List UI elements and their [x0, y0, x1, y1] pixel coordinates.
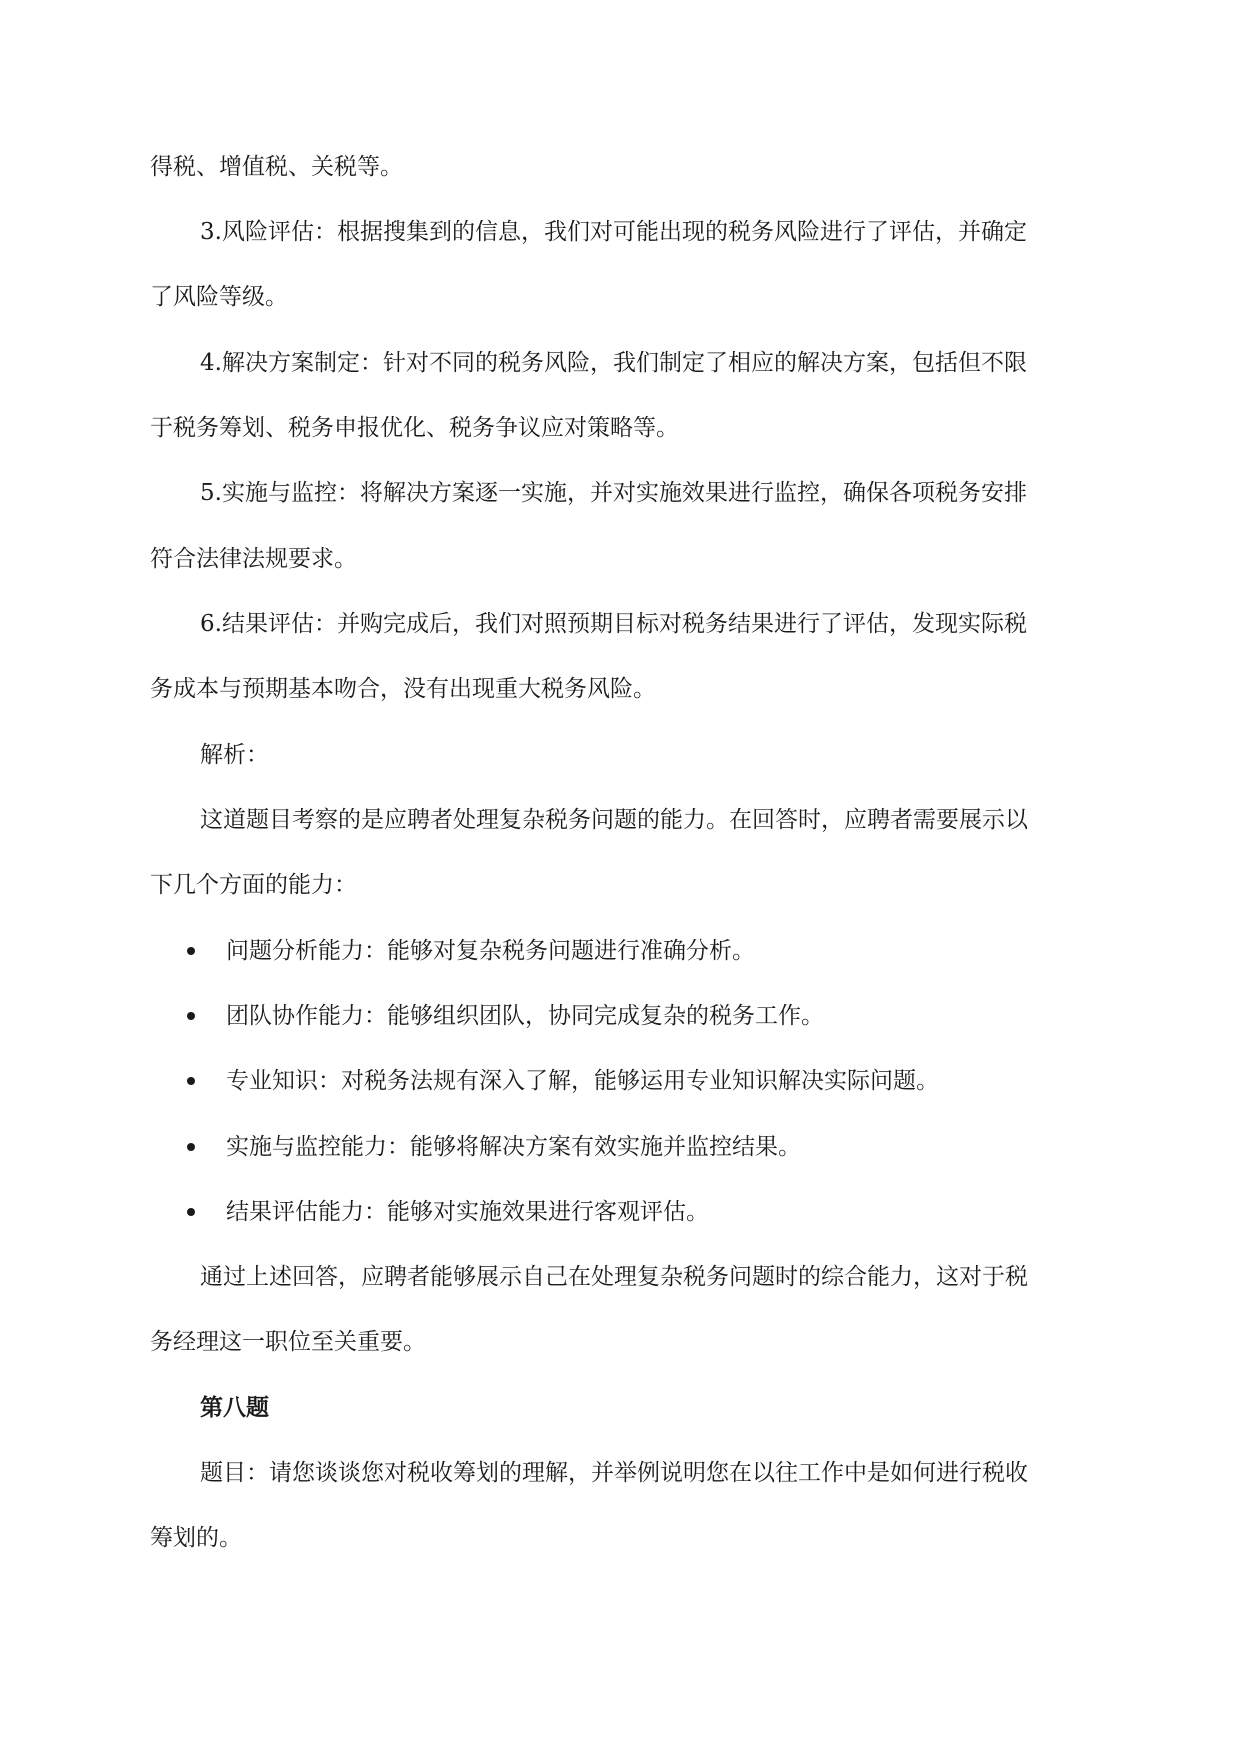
bullet-item: 结果评估能力：能够对实施效果进行客观评估。 [226, 1199, 709, 1225]
paragraph-line: 6.结果评估：并购完成后，我们对照预期目标对税务结果进行了评估，发现实际税 [200, 611, 1027, 637]
bullet-dot [187, 1143, 195, 1151]
bullet-dot [187, 1208, 195, 1216]
paragraph-line: 务经理这一职位至关重要。 [150, 1329, 426, 1355]
bullet-dot [187, 947, 195, 955]
paragraph-line: 4.解决方案制定：针对不同的税务风险，我们制定了相应的解决方案，包括但不限 [200, 350, 1027, 376]
section-heading: 第八题 [200, 1394, 269, 1421]
paragraph-line: 筹划的。 [150, 1525, 242, 1551]
bullet-item: 团队协作能力：能够组织团队，协同完成复杂的税务工作。 [226, 1003, 824, 1029]
paragraph-line: 了风险等级。 [150, 284, 288, 310]
bullet-item: 专业知识：对税务法规有深入了解，能够运用专业知识解决实际问题。 [226, 1068, 939, 1094]
paragraph-line: 下几个方面的能力： [150, 872, 357, 898]
paragraph-line: 3.风险评估：根据搜集到的信息，我们对可能出现的税务风险进行了评估，并确定 [200, 219, 1027, 245]
paragraph-line: 通过上述回答，应聘者能够展示自己在处理复杂税务问题时的综合能力，这对于税 [200, 1264, 1028, 1290]
paragraph-line: 于税务筹划、税务申报优化、税务争议应对策略等。 [150, 415, 679, 441]
paragraph-line: 符合法律法规要求。 [150, 546, 357, 572]
paragraph-line: 务成本与预期基本吻合，没有出现重大税务风险。 [150, 676, 656, 702]
paragraph-line: 得税、增值税、关税等。 [150, 154, 403, 180]
paragraph-line: 题目：请您谈谈您对税收筹划的理解，并举例说明您在以往工作中是如何进行税收 [200, 1460, 1028, 1486]
paragraph-line: 这道题目考察的是应聘者处理复杂税务问题的能力。在回答时，应聘者需要展示以 [200, 807, 1028, 833]
paragraph-line: 解析： [200, 742, 269, 768]
bullet-dot [187, 1077, 195, 1085]
bullet-dot [187, 1012, 195, 1020]
bullet-item: 实施与监控能力：能够将解决方案有效实施并监控结果。 [226, 1134, 801, 1160]
bullet-item: 问题分析能力：能够对复杂税务问题进行准确分析。 [226, 938, 755, 964]
paragraph-line: 5.实施与监控：将解决方案逐一实施，并对实施效果进行监控，确保各项税务安排 [200, 480, 1027, 506]
